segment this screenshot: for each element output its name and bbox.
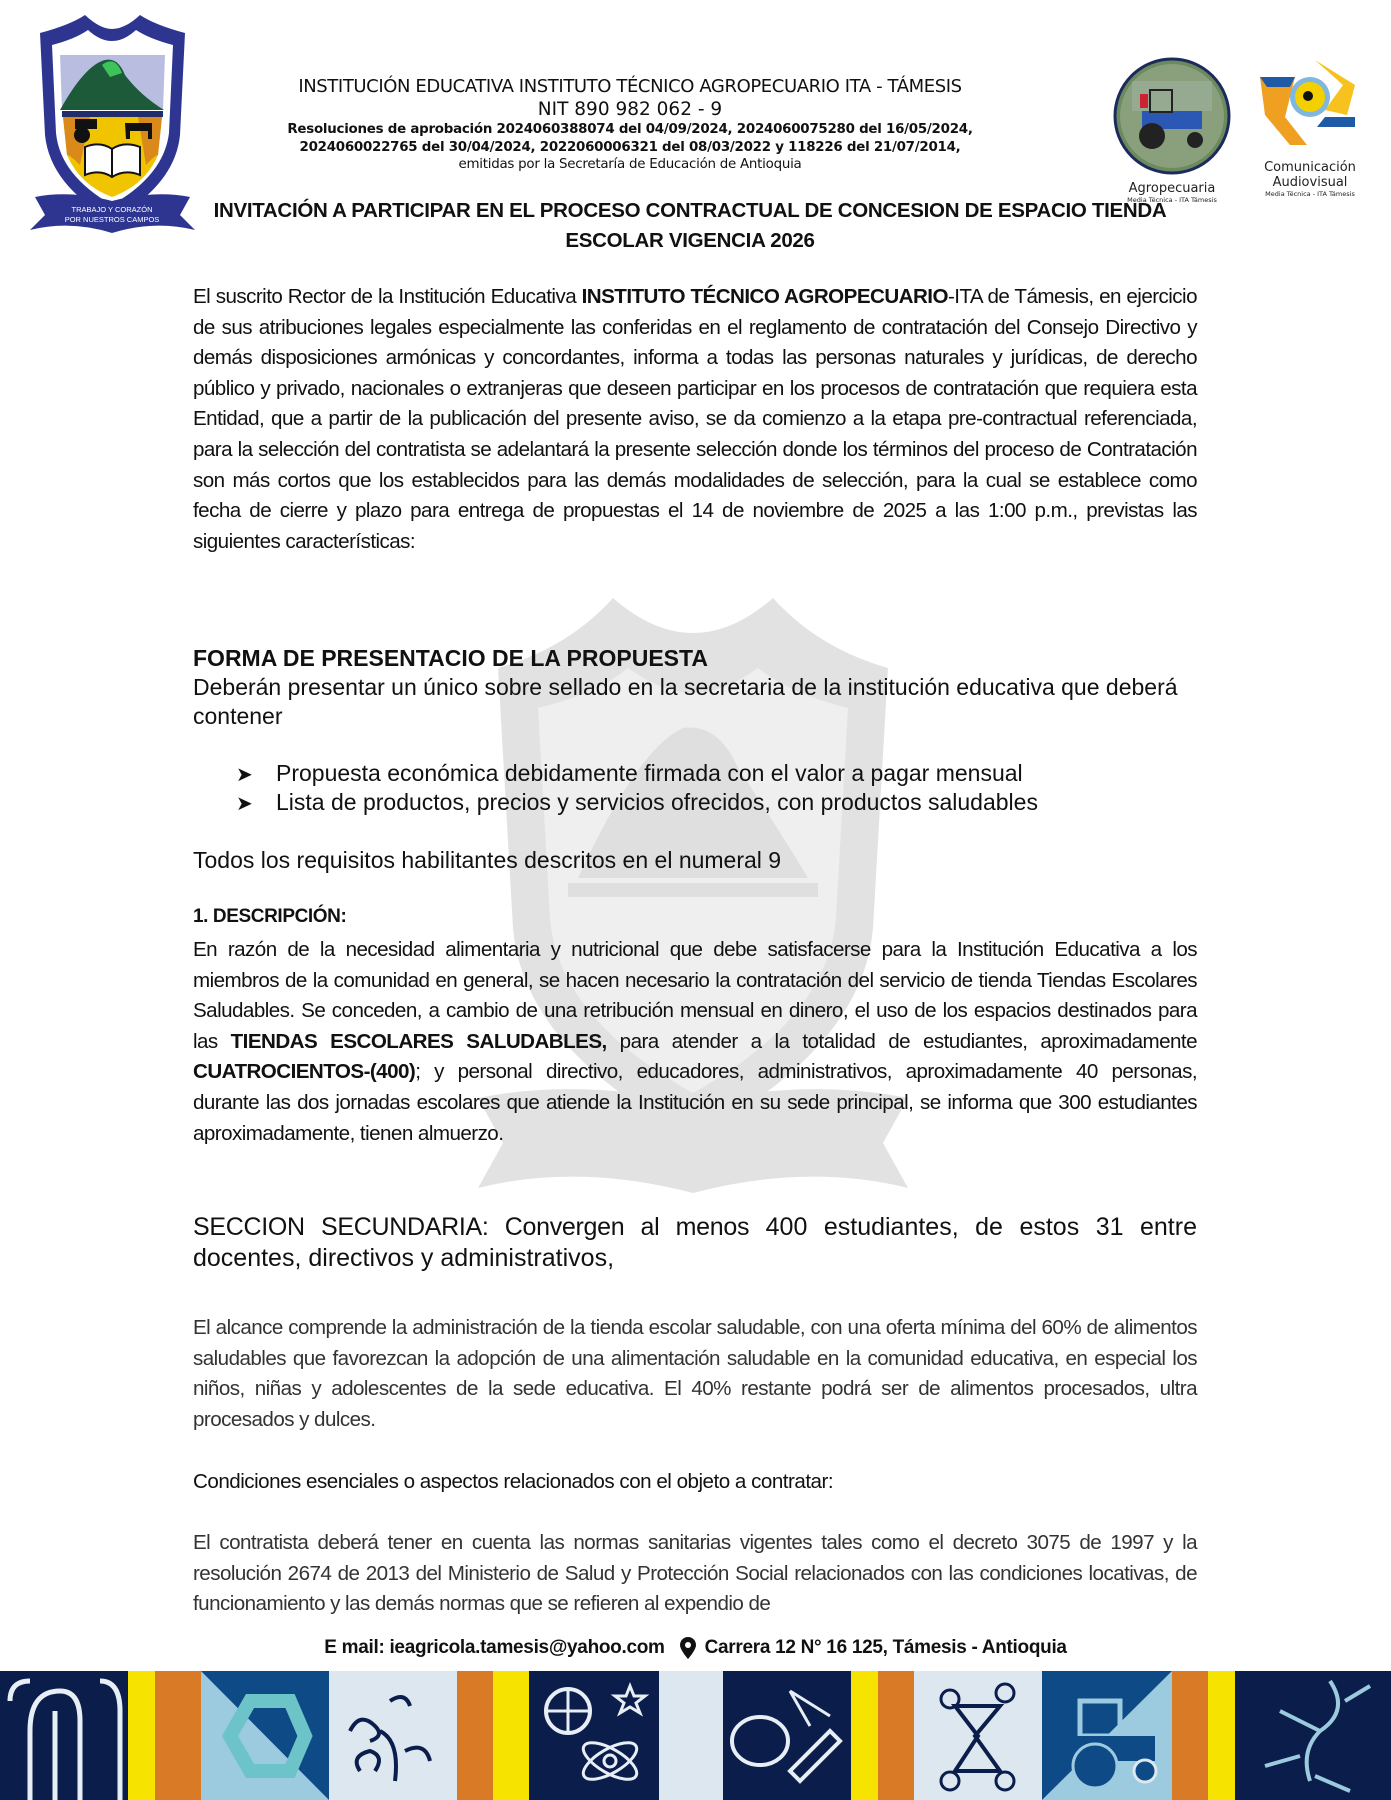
- agro-caption: Agropecuaria: [1128, 181, 1216, 196]
- document-title-line-1: INVITACIÓN A PARTICIPAR EN EL PROCESO CONTRACTUAL DE CONCESION DE ESPACIO TIENDA: [213, 199, 1167, 222]
- contratista-paragraph: El contratista deberá tener en cuenta las normas sanitarias vigentes tales como el decreto 3075 de 1997 y la resolución 2674 de 2013 del Ministerio de Salud y Protección Social relacionados con las condiciones locativas, de funcionamiento y las demás normas que se refieren al expendio de: [193, 1531, 1197, 1616]
- document-title-line-2: ESCOLAR VIGENCIA 2026: [565, 229, 815, 252]
- resolutions-line-3: emitidas por la Secretaría de Educación de Antioquia: [458, 157, 802, 172]
- resolutions-line-1: Resoluciones de aprobación 2024060388074 del 04/09/2024, 2024060075280 del 16/05/2024,: [287, 122, 973, 137]
- institution-title: INSTITUCIÓN EDUCATIVA INSTITUTO TÉCNICO AGROPECUARIO ITA - TÁMESIS: [298, 76, 962, 97]
- arrow-bullet-icon: ➤: [236, 764, 253, 786]
- forma-heading: FORMA DE PRESENTACIO DE LA PROPUESTA: [193, 645, 708, 671]
- footer-address: Carrera 12 N° 16 125, Támesis - Antioquia: [704, 1637, 1067, 1659]
- alcance-paragraph: El alcance comprende la administración de la tienda escolar saludable, con una oferta mínima del 60% de alimentos saludables que favorezcan la adopción de una alimentación saludable en la comunidad educativa, en especial los niños, niñas y adolescentes de la sede educativa. El 40% restante podrá ser de alimentos procesados, ultra procesados y dulces.: [193, 1316, 1197, 1431]
- intro-institution-name: INSTITUTO TÉCNICO AGROPECUARIO: [581, 285, 948, 308]
- arrow-bullet-icon: ➤: [236, 793, 253, 815]
- descripcion-text-2: para atender a la totalidad de estudiantes, aproximadamente: [606, 1029, 1197, 1053]
- footer-decorative-band: [0, 1671, 1391, 1800]
- letterhead-text: [230, 74, 1030, 174]
- secundaria-text: 400 estudiantes, de estos 31 entre docentes, directivos y administrativos,: [193, 1213, 1197, 1272]
- descripcion-heading: 1. DESCRIPCIÓN:: [193, 906, 347, 927]
- condiciones-heading: Condiciones esenciales o aspectos relacionados con el objeto a contratar:: [193, 1470, 834, 1493]
- descripcion-text-1: En razón de la necesidad alimentaria y nutricional que debe satisfacerse para la Institución Educativa a los miembros de la comunidad en general, se hacen necesario la contratación del servicio de tienda Tiendas Escolares Saludables. Se conceden, a cambio de una retribución mensual en dinero, el uso de los espacios destinados para las: [193, 938, 1197, 1053]
- list-item-text: Propuesta económica debidamente firmada con el valor a pagar mensual: [276, 760, 1023, 786]
- comunicacion-audiovisual-logo: [1240, 55, 1380, 205]
- institution-crest-logo: [30, 15, 195, 245]
- agro-subcaption: Media Técnica - ITA Támesis: [1127, 196, 1217, 204]
- camera-eye-icon: [1255, 55, 1365, 155]
- com-subcaption: Media Técnica - ITA Támesis: [1265, 190, 1355, 198]
- svg-text:POR NUESTROS CAMPOS: POR NUESTROS CAMPOS: [64, 215, 160, 224]
- list-item-text: Lista de productos, precios y servicios ofrecidos, con productos saludables: [276, 789, 1038, 815]
- location-pin-icon: [680, 1637, 696, 1659]
- descripcion-text-3: ; y personal directivo, educadores, administrativos, aproximadamente 40 personas, durante las dos jornadas escolares que atiende la Institución en su sede principal, se informa que 300 estudiantes aproximadamente, tienen almuerzo.: [193, 1060, 1197, 1145]
- descripcion-bold-1: TIENDAS ESCOLARES SALUDABLES,: [230, 1029, 607, 1053]
- com-caption-line-2: Audiovisual: [1272, 175, 1348, 190]
- document-title: [180, 196, 1200, 256]
- nit-number: NIT 890 982 062 - 9: [537, 99, 723, 120]
- forma-text: Deberán presentar un único sobre sellado en la secretaria de la institución educativa que deberá contener: [193, 674, 1178, 729]
- list-item: [236, 788, 1038, 819]
- resolutions-line-2: 2024060022765 del 30/04/2024, 2022060006321 del 08/03/2022 y 118226 del 21/07/2014,: [299, 139, 961, 155]
- descripcion-paragraph: [193, 935, 1197, 1149]
- contact-line: [0, 1637, 1391, 1659]
- footer-email: E mail: ieagricola.tamesis@yahoo.com: [324, 1637, 665, 1659]
- intro-text-rest: -ITA de Támesis, en ejercicio de sus atribuciones legales especialmente las conferidas en el reglamento de contratación del Consejo Directivo y demás disposiciones armónicas y concordantes, informa a todas las personas naturales y jurídicas, de derecho público y privado, nacionales o extranjeras que deseen participar en los procesos de contratación que requiera esta Entidad, que a partir de la publicación del presente aviso, se da comienzo a la etapa pre-contractual referenciada, para la selección del contratista se adelantará la presente selección donde los términos del proceso de Contratación son más cortos que los establecidos para las demás modalidades de selección, para la cual se establece como fecha de cierre y plazo para entrega de propuestas el 14 de noviembre de 2025 a las 1:00 p.m., previstas las siguientes características:: [193, 285, 1197, 553]
- intro-text-start: El suscrito Rector de la Institución Educativa: [193, 285, 582, 308]
- descripcion-bold-2: CUATROCIENTOS-(400): [193, 1060, 416, 1084]
- svg-text:TRABAJO Y CORAZÓN: TRABAJO Y CORAZÓN: [71, 205, 153, 214]
- com-caption-line-1: Comunicación: [1264, 160, 1356, 175]
- agropecuaria-logo: [1112, 56, 1232, 206]
- tractor-photo-icon: [1112, 56, 1232, 176]
- secundaria-label: SECCION SECUNDARIA: Convergen al menos: [193, 1213, 750, 1241]
- intro-paragraph: [193, 282, 1197, 557]
- list-item: [236, 759, 1023, 790]
- secundaria-paragraph: [193, 1212, 1197, 1274]
- requisitos-text: Todos los requisitos habilitantes descritos en el numeral 9: [193, 847, 782, 873]
